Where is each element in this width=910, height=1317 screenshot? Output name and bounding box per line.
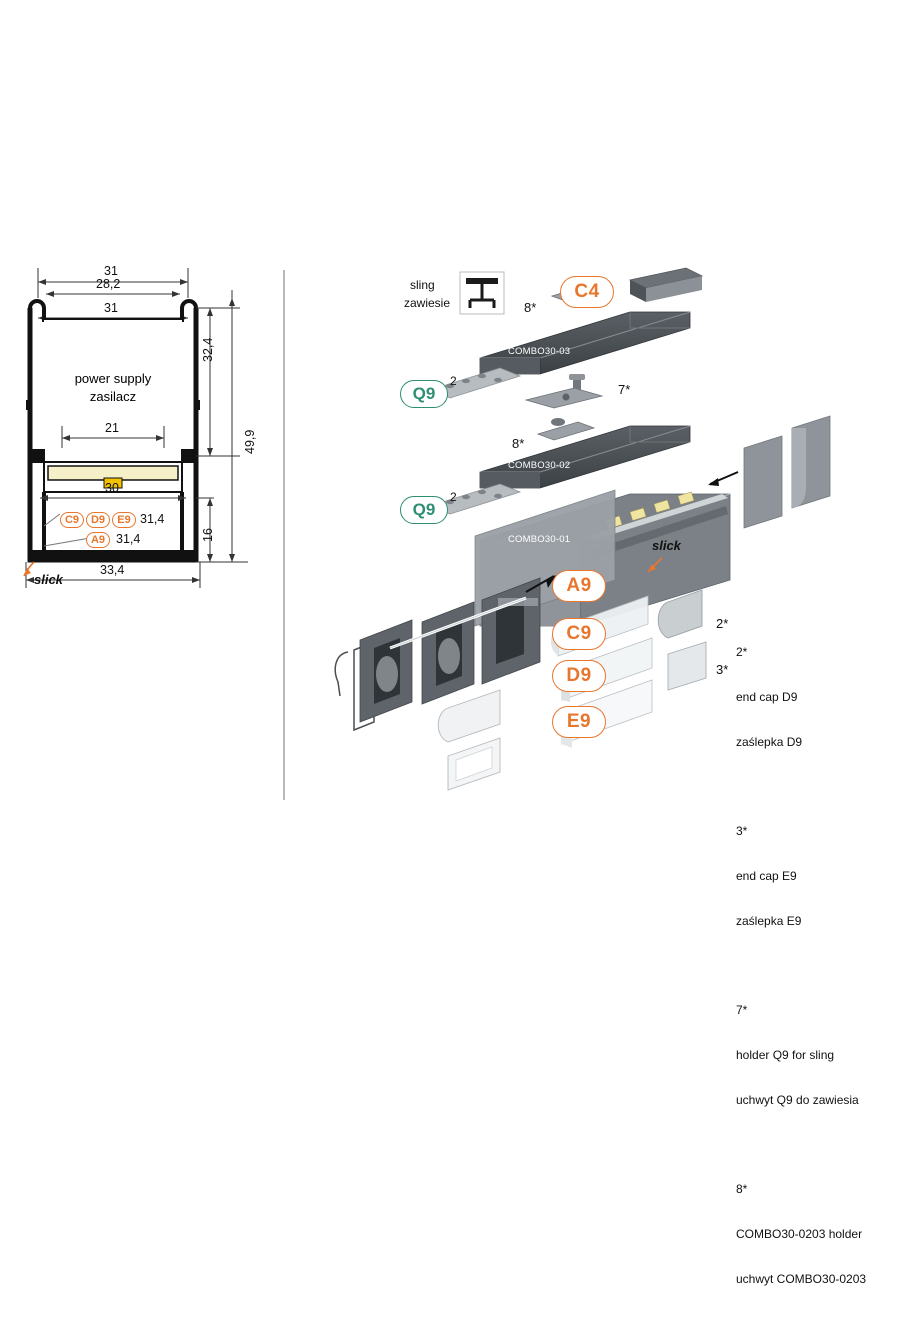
badge-c9[interactable]: C9 [60, 512, 84, 528]
legend-line-2-en: end cap D9 [736, 690, 798, 704]
legend-line-3-pl: zaślepka E9 [736, 914, 802, 928]
legend-item-2 [736, 615, 906, 780]
cross-section-drawing [0, 250, 275, 610]
badge-q9-top[interactable]: Q9 [400, 380, 448, 408]
badge-q9-mid[interactable]: Q9 [400, 496, 448, 524]
count-7: 7* [618, 382, 631, 397]
subassembly-left-3 [422, 602, 474, 704]
legend-line-8-pl: uchwyt COMBO30-0203 [736, 1272, 867, 1286]
holder-part-mid [538, 418, 594, 440]
count-2: 2* [716, 616, 729, 631]
dim-282: 28,2 [96, 277, 121, 291]
dim-top-31: 31 [104, 264, 118, 278]
badge-a9[interactable]: A9 [86, 532, 110, 548]
dim-21: 21 [105, 421, 119, 435]
c4-cap-part [630, 268, 702, 302]
count-8-mid: 8* [512, 436, 525, 451]
sling-icon [460, 272, 504, 314]
dim-31-second: 31 [104, 301, 118, 315]
vertical-divider [283, 270, 285, 800]
legend-ref-7: 7* [736, 1003, 748, 1017]
badge-d9[interactable]: D9 [552, 660, 606, 692]
badge-c9[interactable]: C9 [552, 618, 606, 650]
combo30-03-profile [480, 312, 690, 374]
dim-324: 32,4 [201, 337, 215, 362]
dim-cover-314-a: 31,4 [140, 512, 165, 526]
legend-line-3-en: end cap E9 [736, 869, 797, 883]
assembly-arrow-right [708, 472, 738, 486]
combo30-02-label: COMBO30-02 [508, 460, 571, 471]
count-q9-top: 2 [450, 374, 457, 388]
dim-cover-314-b: 31,4 [116, 532, 141, 546]
power-supply-label-en: power supply [74, 371, 152, 386]
legend-line-7-pl: uchwyt Q9 do zawiesia [736, 1093, 859, 1107]
brand-slick-left: slick [34, 572, 63, 587]
badge-e9[interactable]: E9 [552, 706, 606, 738]
subassembly-left-2 [360, 620, 412, 722]
dim-334: 33,4 [100, 563, 125, 577]
legend-item-3 [736, 794, 906, 959]
sling-label-en: sling [410, 278, 435, 292]
power-supply-label-pl: zasilacz [89, 389, 137, 404]
dim-16: 16 [201, 528, 215, 542]
badge-d9[interactable]: D9 [86, 512, 110, 528]
combo30-03-label: COMBO30-03 [508, 346, 571, 357]
dim-499: 49,9 [243, 429, 257, 454]
power-supply-label [58, 370, 168, 406]
end-cap-round [438, 690, 500, 742]
count-q9-mid: 2 [450, 490, 457, 504]
screw-and-plate [526, 374, 602, 408]
sling-label-pl: zawiesie [404, 296, 451, 310]
cross-section-svg [0, 250, 275, 610]
end-cap-square [448, 738, 500, 790]
legend-line-8-en: COMBO30-0203 holder [736, 1227, 863, 1241]
count-3: 3* [716, 662, 729, 677]
end-cap-e9 [668, 642, 706, 690]
dim-30: 30 [105, 481, 119, 495]
badge-a9[interactable]: A9 [552, 570, 606, 602]
legend-ref-2: 2* [736, 645, 748, 659]
legend-line-2-pl: zaślepka D9 [736, 735, 803, 749]
legend-ref-3: 3* [736, 824, 748, 838]
badge-c4[interactable]: C4 [560, 276, 614, 308]
legend-ref-8: 8* [736, 1182, 748, 1196]
legend-item-8 [736, 1152, 906, 1317]
brand-slick-exploded: slick [652, 538, 681, 553]
right-cover-parts [744, 416, 830, 528]
legend-block [736, 615, 906, 1317]
count-8-top: 8* [524, 300, 537, 315]
combo30-01-label: COMBO30-01 [508, 534, 571, 545]
legend-item-7 [736, 973, 906, 1138]
badge-e9[interactable]: E9 [112, 512, 136, 528]
legend-line-7-en: holder Q9 for sling [736, 1048, 835, 1062]
